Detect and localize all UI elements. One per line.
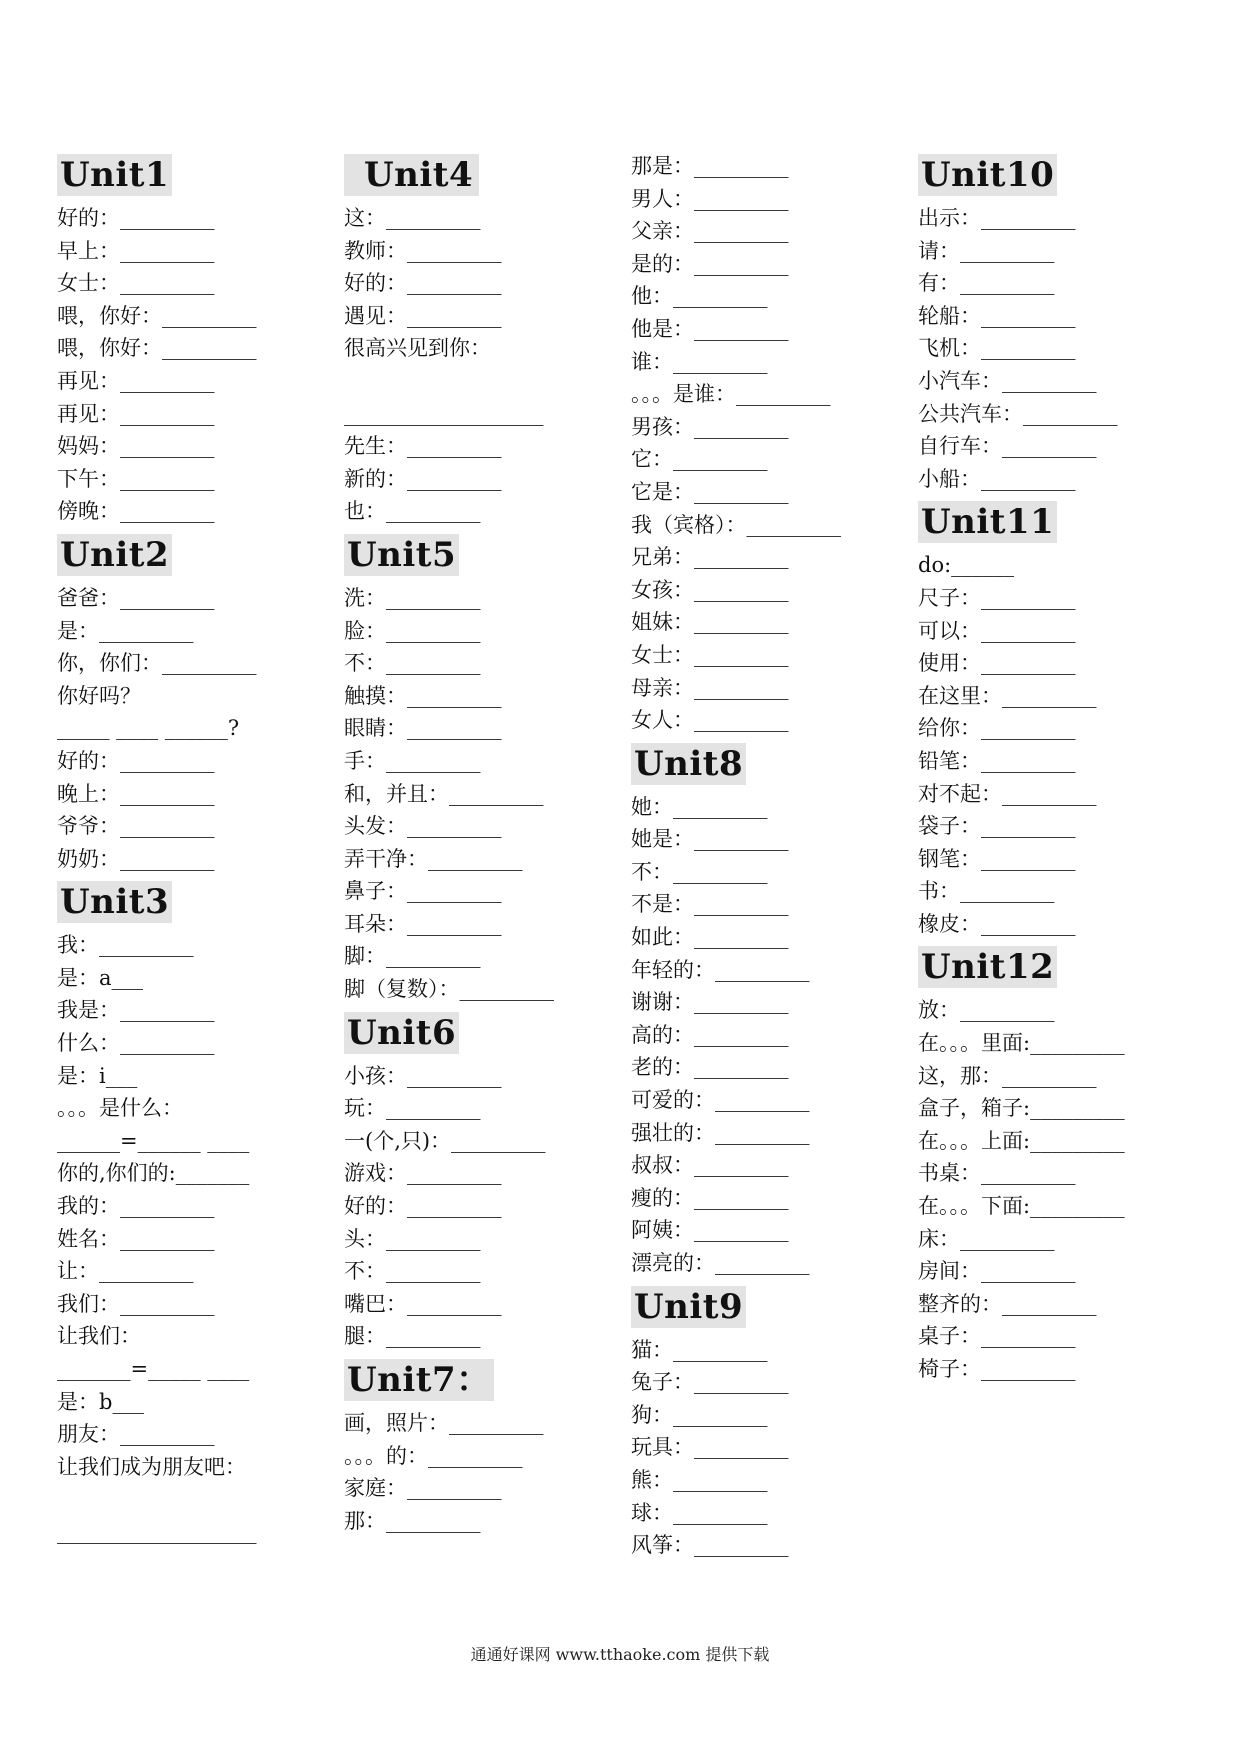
vocab-entry: 新的：_________: [344, 466, 502, 491]
vocab-entry: 女士：_________: [631, 642, 789, 667]
vocab-entry: 她：_________: [631, 794, 768, 819]
vocab-entry: 触摸：_________: [344, 683, 502, 708]
vocab-entry: 我（宾格）：_________: [631, 512, 841, 537]
vocab-entry: 请：_________: [918, 238, 1055, 263]
vocab-entry: 轮船：_________: [918, 303, 1076, 328]
vocab-entry: 父亲：_________: [631, 219, 789, 244]
vocab-entry: 可以：_________: [918, 618, 1076, 643]
vocab-entry: 是的：_________: [631, 251, 789, 276]
vocab-entry: 桌子：_________: [918, 1324, 1076, 1349]
column-2: [344, 148, 614, 1537]
vocab-entry: 好的：_________: [57, 206, 215, 230]
vocab-entry: 鼻子：_________: [344, 879, 502, 904]
vocab-entry: 公共汽车：_________: [918, 401, 1118, 426]
vocab-entry: 你，你们：_________: [57, 651, 257, 676]
vocab-entry: 猫：_________: [631, 1337, 768, 1362]
vocab-entry: ___________________: [344, 401, 544, 426]
vocab-entry: 她是：_________: [631, 827, 789, 852]
vocab-entry: 漂亮的：_________: [631, 1251, 810, 1275]
blank-line: [57, 1483, 327, 1516]
vocab-entry: do:______: [918, 553, 1015, 578]
vocab-entry: 你的,你们的:_______: [57, 1161, 250, 1186]
vocab-entry: 一(个,只)：_________: [344, 1128, 546, 1153]
vocab-entry: 兄弟：_________: [631, 545, 789, 570]
vocab-entry: 我的：_________: [57, 1194, 215, 1219]
vocab-entry: 女人：_________: [631, 708, 789, 733]
vocab-entry: 先生：_________: [344, 434, 502, 459]
vocab-entry: 家庭：_________: [344, 1476, 502, 1501]
vocab-entry: 袋子：_________: [918, 814, 1076, 839]
vocab-entry: 画，照片：_________: [344, 1411, 544, 1435]
vocab-entry: 奶奶：_________: [57, 846, 215, 871]
vocab-entry: ______=______ ____: [57, 1128, 250, 1153]
vocab-entry: 在。。。上面:_________: [918, 1128, 1125, 1153]
vocab-entry: 早上：_________: [57, 238, 215, 263]
vocab-entry: _______=_____ ____: [57, 1357, 250, 1381]
vocab-entry: 。。。是谁：_________: [631, 382, 831, 407]
vocab-entry: 年轻的：_________: [631, 957, 810, 982]
vocab-entry: 整齐的：_________: [918, 1291, 1097, 1316]
unit-title: Unit5: [344, 534, 459, 576]
vocab-entry: 给你：_________: [918, 716, 1076, 741]
vocab-entry: 玩：_________: [344, 1096, 481, 1121]
vocab-entry: 狗：_________: [631, 1402, 768, 1427]
vocab-entry: 妈妈：_________: [57, 434, 215, 459]
vocab-entry: 好的：_________: [344, 1194, 502, 1219]
vocab-entry: 下午：_________: [57, 466, 215, 491]
vocab-entry: 玩具：_________: [631, 1435, 789, 1460]
unit-title: Unit6: [344, 1012, 459, 1054]
vocab-entry: 不是：_________: [631, 892, 789, 917]
vocab-entry: 弄干净：_________: [344, 846, 523, 871]
unit-title: Unit1: [57, 154, 172, 196]
vocab-entry: 在这里：_________: [918, 683, 1097, 708]
vocab-entry: 叔叔：_________: [631, 1153, 789, 1178]
vocab-entry: 爷爷：_________: [57, 814, 215, 839]
vocab-entry: 什么：_________: [57, 1031, 215, 1056]
vocab-entry: 姐妹：_________: [631, 610, 789, 635]
unit-title: Unit7：: [344, 1359, 494, 1401]
vocab-entry: 兔子：_________: [631, 1370, 789, 1395]
vocab-entry: 不：_________: [631, 859, 768, 884]
vocab-entry: 脚（复数）：_________: [344, 977, 554, 1002]
vocab-entry: 耳朵：_________: [344, 911, 502, 936]
vocab-entry: 房间：_________: [918, 1259, 1076, 1284]
vocab-entry: 嘴巴：_________: [344, 1291, 502, 1316]
vocab-entry: 出示：_________: [918, 206, 1076, 230]
vocab-entry: 头：_________: [344, 1226, 481, 1251]
vocab-entry: 女士：_________: [57, 271, 215, 296]
vocab-entry: 书：_________: [918, 879, 1055, 904]
vocab-entry: 遇见：_________: [344, 303, 502, 328]
vocab-entry: 小汽车：_________: [918, 368, 1097, 393]
vocab-entry: 。。。的：_________: [344, 1443, 523, 1468]
vocab-entry: 喂，你好：_________: [57, 303, 257, 328]
vocab-entry: 对不起：_________: [918, 781, 1097, 806]
unit-title: Unit12: [918, 946, 1057, 988]
vocab-entry: 再见：_________: [57, 401, 215, 426]
column-4: [918, 148, 1188, 1386]
vocab-entry: 我们：_________: [57, 1291, 215, 1316]
vocab-entry: 那：_________: [344, 1508, 481, 1533]
vocab-entry: 他：_________: [631, 284, 768, 309]
vocab-entry: 有：_________: [918, 271, 1055, 296]
vocab-entry: 橡皮：_________: [918, 911, 1076, 936]
vocab-entry: 床：_________: [918, 1226, 1055, 1251]
vocab-entry: 书桌：_________: [918, 1161, 1076, 1186]
vocab-entry: 他是：_________: [631, 316, 789, 341]
vocab-entry: 飞机：_________: [918, 336, 1076, 361]
vocab-entry: 好的：_________: [344, 271, 502, 296]
vocab-entry: 脸：_________: [344, 618, 481, 643]
vocab-entry: 男人：_________: [631, 186, 789, 211]
unit-title: Unit10: [918, 154, 1057, 196]
blank-line: [344, 365, 614, 398]
vocab-entry: 游戏：_________: [344, 1161, 502, 1186]
vocab-entry: 这，那：_________: [918, 1063, 1097, 1088]
vocab-entry: 椅子：_________: [918, 1357, 1076, 1381]
vocab-entry: 母亲：_________: [631, 675, 789, 700]
vocab-entry: 放：_________: [918, 998, 1055, 1023]
unit-title: Unit4: [344, 154, 479, 196]
vocab-entry: 也：_________: [344, 499, 481, 524]
vocab-entry: 男孩：_________: [631, 414, 789, 439]
vocab-entry: 尺子：_________: [918, 585, 1076, 610]
vocab-entry: 谢谢：_________: [631, 990, 789, 1015]
vocab-entry: 是：a___: [57, 965, 144, 990]
vocab-entry: 头发：_________: [344, 814, 502, 839]
vocab-entry: 是：i___: [57, 1063, 138, 1088]
vocab-entry: 和，并且：_________: [344, 781, 544, 806]
vocab-entry: 你好吗？: [57, 683, 141, 708]
vocab-entry: 风筝：_________: [631, 1533, 789, 1558]
vocab-entry: 球：_________: [631, 1500, 768, 1525]
vocab-entry: 阿姨：_________: [631, 1218, 789, 1243]
vocab-entry: 它是：_________: [631, 479, 789, 504]
vocab-entry: 使用：_________: [918, 651, 1076, 676]
vocab-entry: 钢笔：_________: [918, 846, 1076, 871]
vocab-entry: 我是：_________: [57, 998, 215, 1023]
vocab-entry: 教师：_________: [344, 238, 502, 263]
vocab-entry: 老的：_________: [631, 1055, 789, 1080]
vocab-entry: _____ ____ ______?: [57, 716, 240, 741]
vocab-entry: 眼睛：_________: [344, 716, 502, 741]
vocab-entry: 朋友：_________: [57, 1422, 215, 1447]
unit-title: Unit8: [631, 743, 746, 785]
vocab-entry: 好的：_________: [57, 748, 215, 773]
vocab-entry: 让我们：: [57, 1324, 141, 1349]
vocab-entry: 脚：_________: [344, 944, 481, 969]
vocab-entry: 女孩：_________: [631, 577, 789, 602]
column-1: [57, 148, 327, 1549]
vocab-entry: 喂，你好：_________: [57, 336, 257, 361]
vocab-entry: 这：_________: [344, 206, 481, 230]
vocab-entry: 洗：_________: [344, 585, 481, 610]
vocab-entry: 在。。。下面:_________: [918, 1194, 1125, 1219]
unit-title: Unit2: [57, 534, 172, 576]
vocab-entry: 让：_________: [57, 1259, 194, 1284]
vocab-entry: 如此：_________: [631, 925, 789, 950]
vocab-entry: 小船：_________: [918, 466, 1076, 491]
vocab-entry: 姓名：_________: [57, 1226, 215, 1251]
vocab-entry: 让我们成为朋友吧：: [57, 1454, 246, 1479]
vocab-entry: 铅笔：_________: [918, 748, 1076, 773]
unit-title: Unit3: [57, 881, 172, 923]
vocab-entry: 盒子，箱子:_________: [918, 1096, 1125, 1121]
vocab-entry: 很高兴见到你：: [344, 336, 491, 361]
vocab-entry: 谁：_________: [631, 349, 768, 374]
vocab-entry: 熊：_________: [631, 1467, 768, 1492]
vocab-entry: 是：_________: [57, 618, 194, 643]
unit-title: Unit11: [918, 501, 1057, 543]
vocab-entry: 晚上：_________: [57, 781, 215, 806]
vocab-entry: 是：b___: [57, 1389, 144, 1414]
vocab-entry: 傍晚：_________: [57, 499, 215, 524]
vocab-entry: 腿：_________: [344, 1324, 481, 1349]
vocab-entry: 不：_________: [344, 1259, 481, 1284]
vocab-entry: 手：_________: [344, 748, 481, 773]
vocab-entry: 自行车：_________: [918, 434, 1097, 459]
vocab-entry: 可爱的：_________: [631, 1088, 810, 1113]
vocab-entry: 它：_________: [631, 447, 768, 472]
footer-text: 通通好课网 www.tthaoke.com 提供下载: [470, 1645, 770, 1664]
vocab-entry: 那是：_________: [631, 154, 789, 178]
column-3: [631, 150, 901, 1562]
vocab-entry: 瘦的：_________: [631, 1185, 789, 1210]
vocab-entry: 在。。。里面:_________: [918, 1031, 1125, 1056]
vocab-entry: 小孩：_________: [344, 1063, 502, 1088]
vocab-entry: 。。。是什么：: [57, 1096, 183, 1121]
vocab-entry: 再见：_________: [57, 368, 215, 393]
vocab-entry: 高的：_________: [631, 1022, 789, 1047]
vocab-entry: 爸爸：_________: [57, 585, 215, 610]
vocab-entry: 强壮的：_________: [631, 1120, 810, 1145]
unit-title: Unit9: [631, 1286, 746, 1328]
vocab-entry: 我：_________: [57, 933, 194, 958]
vocab-entry: ___________________: [57, 1519, 257, 1544]
vocab-entry: 不：_________: [344, 651, 481, 676]
